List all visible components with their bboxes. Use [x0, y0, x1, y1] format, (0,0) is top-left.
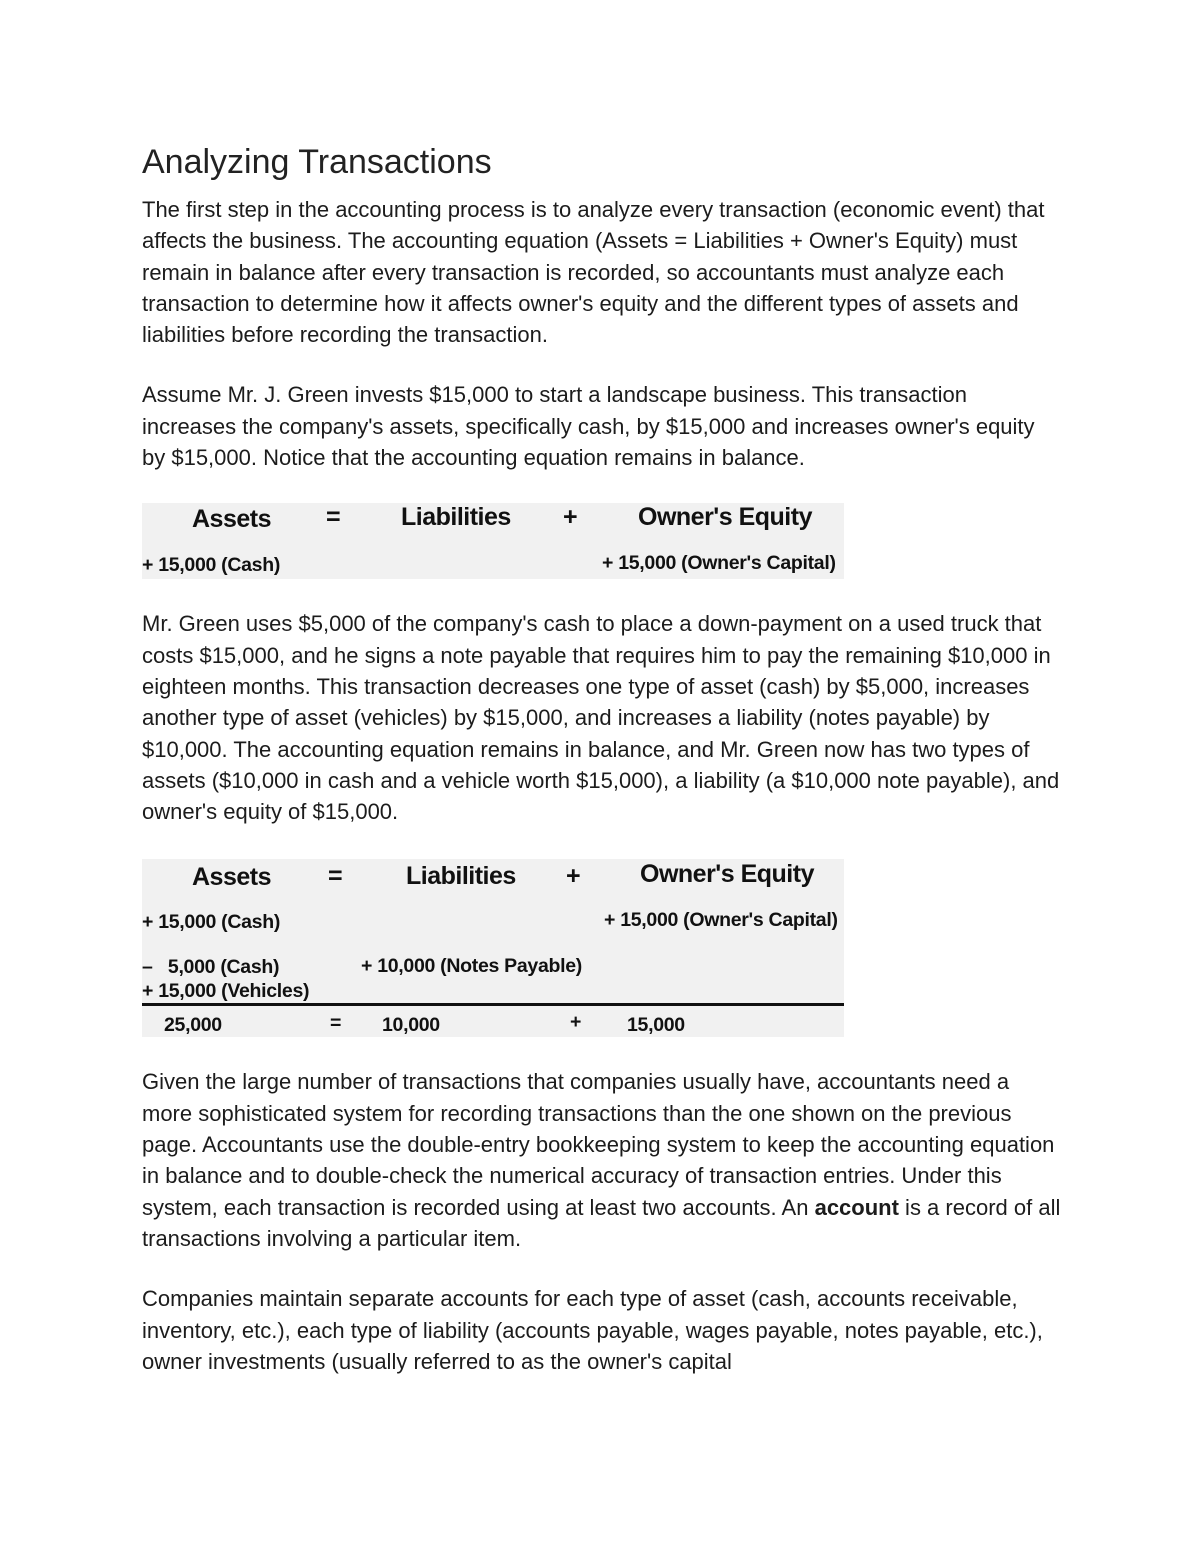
paragraph-intro: The first step in the accounting process is to analyze every transaction (economic event) that affects the business. The accounting equation (Assets = Liabilities + Owner's Equity) must remain in balance after every transaction is recorded, so accountants must analyze each transaction to determine how it affects owner's equity and the different types of assets and liabilities before recording the transaction. [142, 197, 1045, 348]
eq2-total-plus-sign: + [570, 1011, 582, 1034]
eq2-vehicles-entry: + 15,000 (Vehicles) [142, 980, 310, 1003]
eq2-capital-entry: + 15,000 (Owner's Capital) [604, 909, 838, 932]
eq2-plus-sign: + [566, 862, 581, 891]
document-page [142, 140, 1062, 1377]
paragraph-investment: Assume Mr. J. Green invests $15,000 to start a landscape business. This transaction increases the company's assets, specifically cash, by $15,000 and increases owner's equity by $15,000. Notice that the accounting equation remains in balance. [142, 382, 1035, 471]
equation-figure-1 [142, 503, 844, 579]
eq1-plus-sign: + [563, 503, 578, 532]
eq2-notes-payable-entry: + 10,000 (Notes Payable) [361, 955, 582, 978]
eq1-capital-entry: + 15,000 (Owner's Capital) [602, 552, 836, 575]
eq1-liabilities-header: Liabilities [401, 503, 511, 532]
eq2-total-assets: 25,000 [164, 1014, 222, 1037]
paragraph-truck-purchase: Mr. Green uses $5,000 of the company's cash to place a down-payment on a used truck that costs $15,000, and he signs a note payable that requires him to pay the remaining $10,000 in eighteen months. This transaction decreases one type of asset (cash) by $5,000, increases another type of asset (vehicles) by $15,000, and increases a liability (notes payable) by $10,000. The accounting equation remains in balance, and Mr. Green now has two types of assets ($10,000 in cash and a vehicle worth $15,000), a liability (a $10,000 note payable), and owner's equity of $15,000. [142, 611, 1060, 825]
eq2-total-liabilities: 10,000 [382, 1014, 440, 1037]
eq2-cash-entry: + 15,000 (Cash) [142, 911, 281, 934]
eq2-total-equals-sign: = [330, 1012, 342, 1035]
account-term: account [814, 1194, 899, 1220]
eq1-equals-sign: = [326, 503, 341, 532]
paragraph-double-entry-end: is a record of all transactions involving a particular item. [142, 1194, 1061, 1251]
eq1-cash-entry: + 15,000 (Cash) [142, 554, 281, 577]
eq1-equity-header: Owner's Equity [638, 503, 812, 532]
eq2-total-equity: 15,000 [627, 1014, 685, 1037]
eq2-assets-header: Assets [192, 863, 271, 892]
paragraph-separate-accounts: Companies maintain separate accounts for each type of asset (cash, accounts receivable, inventory, etc.), each type of liability (accounts payable, wages payable, notes payable, etc.), owner investments (usually referred to as the owner's capital [142, 1286, 1043, 1374]
eq2-liabilities-header: Liabilities [406, 862, 516, 891]
eq2-equity-header: Owner's Equity [640, 860, 814, 889]
paragraph-double-entry [142, 1066, 1062, 1254]
eq2-equals-sign: = [328, 862, 343, 891]
page-title: Analyzing Transactions [142, 143, 492, 181]
eq1-assets-header: Assets [192, 505, 271, 534]
equation-figure-2 [142, 859, 844, 1037]
eq2-cash-decrease-entry: – 5,000 (Cash) [142, 956, 280, 979]
paragraph-double-entry-text: Given the large number of transactions that companies usually have, accountants need a more sophisticated system for recording transactions than the one shown on the previous page. Accountants use the double-entry bookkeeping system to keep the accounting equation in balance and to double-check the numerical accuracy of transaction entries. Under this system, each transaction is recorded using at least two accounts. An [142, 1069, 1055, 1220]
eq2-total-rule [142, 1003, 844, 1006]
